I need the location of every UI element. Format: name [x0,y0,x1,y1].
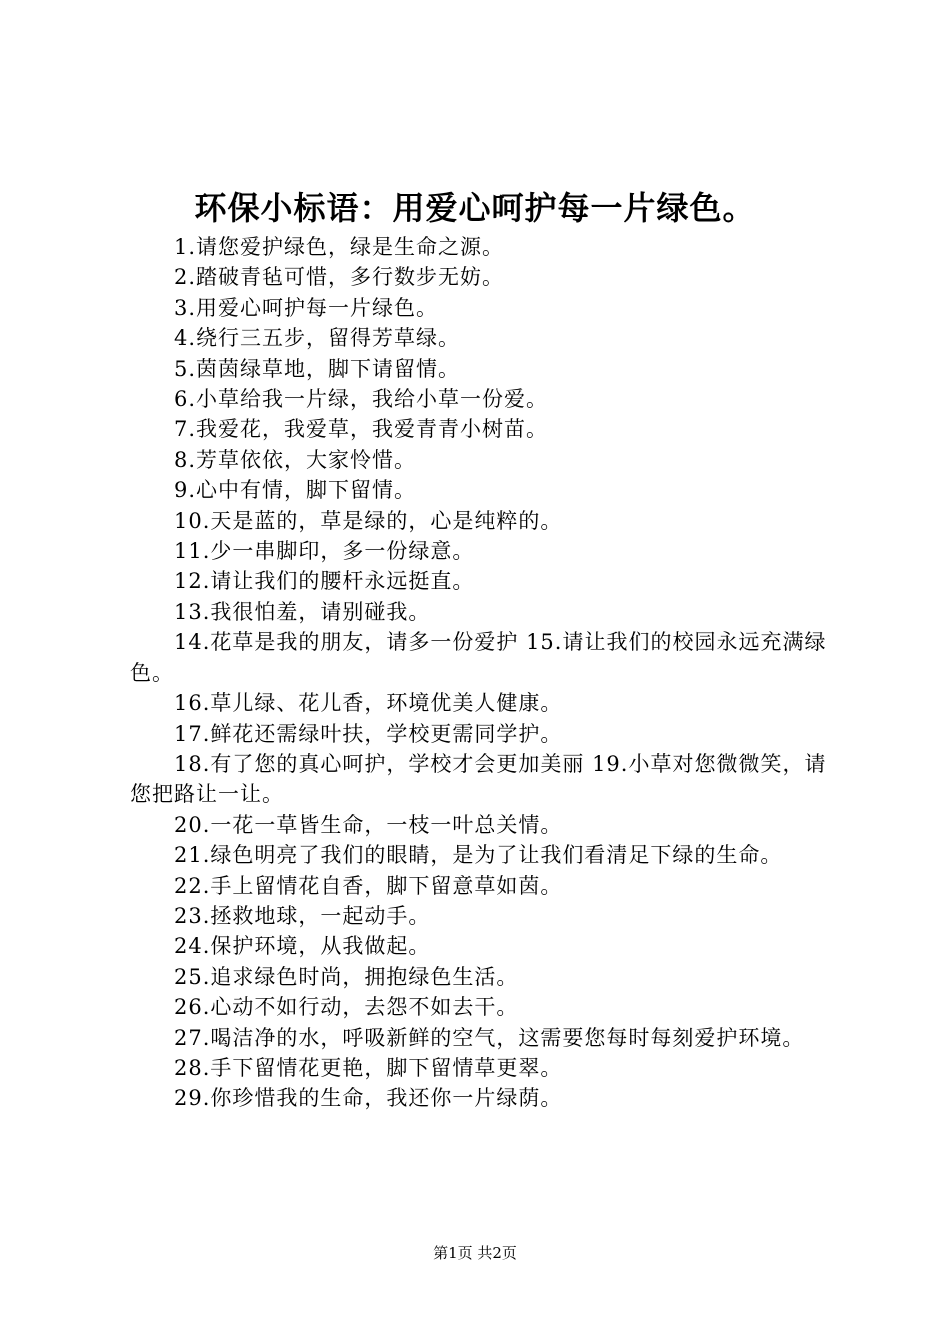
slogan-item: 18.有了您的真心呵护，学校才会更加美丽 19.小草对您微微笑，请您把路让一让。 [130,751,827,807]
slogan-item: 29.你珍惜我的生命，我还你一片绿荫。 [174,1086,563,1111]
slogan-item: 25.追求绿色时尚，拥抱绿色生活。 [174,964,519,989]
slogan-item: 6.小草给我一片绿，我给小草一份爱。 [174,387,549,412]
slogan-item: 24.保护环境，从我做起。 [174,934,431,959]
slogan-item: 4.绕行三五步，留得芳草绿。 [174,326,461,351]
slogan-item: 13.我很怕羞，请别碰我。 [174,599,431,624]
slogan-item: 12.请让我们的腰杆永远挺直。 [174,569,475,594]
slogan-item: 23.拯救地球，一起动手。 [174,903,431,928]
slogan-item: 22.手上留情花自香，脚下留意草如茵。 [174,873,563,898]
document-title: 环保小标语：用爱心呵护每一片绿色。 [194,189,756,227]
slogan-item: 14.花草是我的朋友，请多一份爱护 15.请让我们的校园永远充满绿色。 [130,630,827,685]
slogan-item: 26.心动不如行动，去怨不如去干。 [174,995,519,1020]
slogan-item: 10.天是蓝的，草是绿的，心是纯粹的。 [174,508,563,533]
slogan-item: 21.绿色明亮了我们的眼睛，是为了让我们看清足下绿的生命。 [174,843,783,868]
slogan-item: 17.鲜花还需绿叶扶，学校更需同学护。 [174,721,563,746]
slogan-item: 16.草儿绿、花儿香，环境优美人健康。 [174,691,563,716]
slogan-item: 27.喝洁净的水，呼吸新鲜的空气，这需要您每时每刻爱护环境。 [174,1025,805,1050]
slogan-item: 5.茵茵绿草地，脚下请留情。 [174,356,461,381]
slogan-item: 11.少一串脚印，多一份绿意。 [174,539,475,564]
slogan-item: 8.芳草依依，大家怜惜。 [174,447,417,472]
slogan-item: 7.我爱花，我爱草，我爱青青小树苗。 [174,417,549,442]
slogan-item: 20.一花一草皆生命，一枝一叶总关情。 [174,812,563,837]
slogan-item: 9.心中有情，脚下留情。 [174,478,417,503]
slogan-item: 1.请您爱护绿色，绿是生命之源。 [174,235,505,259]
slogan-item: 2.踏破青毡可惜，多行数步无妨。 [174,265,505,290]
slogan-item: 28.手下留情花更艳，脚下留情草更翠。 [174,1055,563,1080]
page-footer: 第1页 共2页 [433,1244,517,1262]
slogan-list [130,232,832,1114]
slogan-item: 3.用爱心呵护每一片绿色。 [174,295,439,320]
